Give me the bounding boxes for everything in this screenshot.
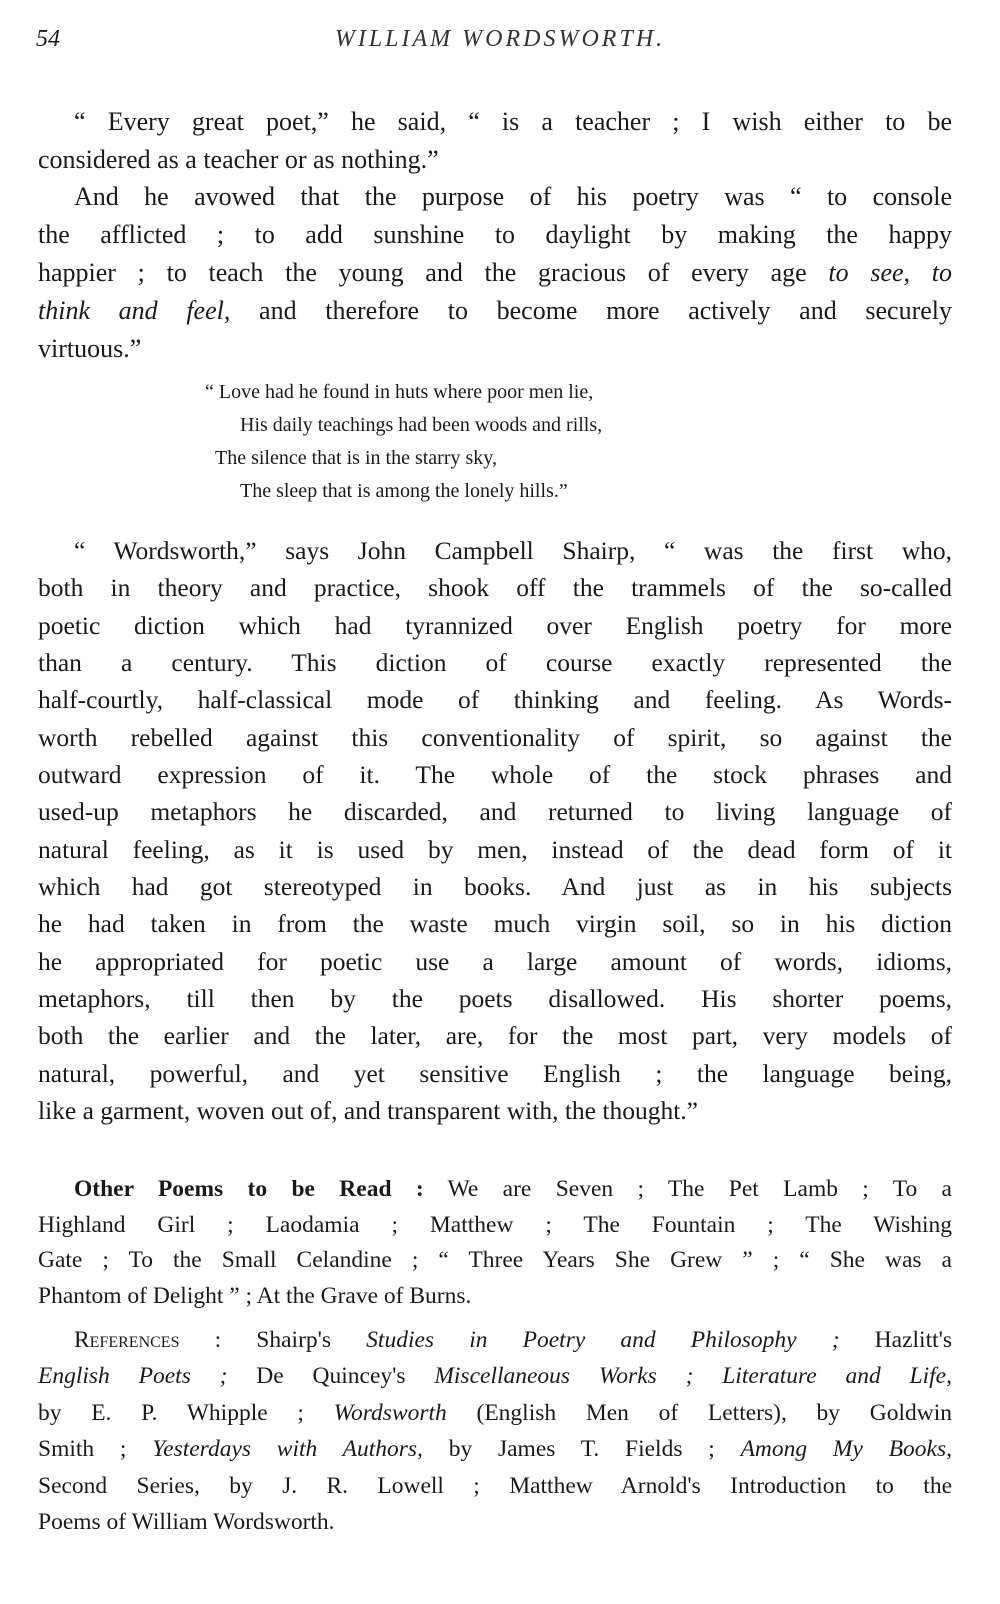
- text-line: [38, 1431, 952, 1467]
- text-line: [38, 980, 952, 1017]
- text-line: [38, 1468, 952, 1504]
- text-line: [38, 1358, 952, 1394]
- text-segment: “ Every great poet,” he said, “ is a teacher ; I wish either to be: [74, 107, 952, 136]
- text-line: [38, 569, 952, 606]
- text-line: [38, 719, 952, 756]
- text-line: [38, 868, 952, 905]
- text-line: [38, 1504, 952, 1540]
- text-line: [38, 681, 952, 718]
- paragraph-quote-teacher: [38, 103, 952, 179]
- italic-text: Wordsworth: [333, 1399, 447, 1426]
- text-segment: half-courtly, half-classical mode of thinking and feeling. As Words-: [38, 685, 952, 715]
- text-line: [38, 216, 952, 254]
- text-segment: The silence that is in the starry sky,: [215, 447, 497, 469]
- text-segment: than a century. This diction of course exactly represented the: [38, 647, 952, 677]
- text-line: [38, 905, 952, 942]
- text-segment: like a garment, woven out of, and transparent with, the thought.”: [38, 1095, 698, 1125]
- text-segment: natural feeling, as it is used by men, instead of the dead form of it: [38, 834, 952, 864]
- text-line: [38, 1243, 952, 1279]
- text-line: [38, 141, 952, 179]
- small-caps-heading: References :: [74, 1327, 222, 1353]
- text-segment: The sleep that is among the lonely hills.”: [240, 480, 568, 502]
- text-segment: both in theory and practice, shook off the trammels of the so-called: [38, 573, 952, 603]
- text-segment: “ Love had he found in huts where poor men lie,: [205, 381, 594, 403]
- italic-text: think and feel,: [38, 296, 231, 325]
- text-segment: Hazlitt's: [839, 1327, 953, 1353]
- italic-text: Yesterdays with Authors,: [152, 1436, 423, 1463]
- text-line: [38, 644, 952, 681]
- text-segment: Shairp's: [221, 1327, 367, 1353]
- text-line: [38, 756, 952, 793]
- text-segment: both the earlier and the later, are, for the most part, very models of: [38, 1021, 952, 1051]
- page-number: 54: [36, 26, 60, 52]
- text-segment: Highland Girl ; Laodamia ; Matthew ; The Fountain ; The Wishing: [38, 1211, 952, 1238]
- text-line: [240, 409, 1000, 442]
- text-segment: Gate ; To the Small Celandine ; “ Three Years She Grew ” ; “ She was a: [38, 1247, 952, 1274]
- text-segment: happier ; to teach the young and the gracious of every age: [38, 258, 829, 287]
- text-line: [38, 831, 952, 868]
- text-line: [38, 178, 952, 216]
- text-segment: by E. P. Whipple ;: [38, 1399, 334, 1426]
- text-line: [38, 103, 952, 141]
- text-segment: metaphors, till then by the poets disallowed. His shorter poems,: [38, 983, 952, 1013]
- text-segment: natural, powerful, and yet sensitive English ; the language being,: [38, 1058, 952, 1088]
- text-segment: Smith ;: [38, 1436, 153, 1463]
- text-segment: (English Men of Letters), by Goldwin: [446, 1399, 952, 1426]
- text-segment: the afflicted ; to add sunshine to daylight by making the happy: [38, 220, 952, 249]
- text-line: [38, 1055, 952, 1092]
- text-segment: he had taken in from the waste much virgin soil, so in his diction: [38, 909, 952, 939]
- text-line: [38, 1322, 952, 1358]
- text-segment: outward expression of it. The whole of the stock phrases and: [38, 759, 952, 789]
- italic-text: Studies in Poetry and Philosophy ;: [366, 1327, 840, 1353]
- text-segment: De Quincey's: [227, 1363, 435, 1390]
- other-poems-to-read: [38, 1172, 952, 1315]
- running-head: WILLIAM WORDSWORTH.: [334, 26, 666, 52]
- text-line: [38, 330, 952, 368]
- text-line: [38, 793, 952, 830]
- text-segment: And he avowed that the purpose of his poetry was “ to console: [74, 182, 952, 211]
- bold-heading: Other Poems to be Read :: [74, 1176, 424, 1202]
- paragraph-shairp-quote: [38, 532, 952, 1129]
- text-line: [38, 943, 952, 980]
- text-segment: he appropriated for poetic use a large amount of words, idioms,: [38, 946, 952, 976]
- text-segment: poetic diction which had tyrannized over English poetry for more: [38, 610, 952, 640]
- text-segment: virtuous.”: [38, 334, 142, 363]
- text-segment: “ Wordsworth,” says John Campbell Shairp, “ was the first who,: [74, 536, 952, 565]
- text-segment: We are Seven ; The Pet Lamb ; To a: [423, 1176, 952, 1202]
- text-line: [38, 607, 952, 644]
- text-line: [215, 442, 1000, 475]
- text-line: [38, 1017, 952, 1054]
- text-line: [38, 292, 952, 330]
- text-segment: used-up metaphors he discarded, and returned to living language of: [38, 797, 952, 827]
- text-segment: and therefore to become more actively and securely: [230, 296, 952, 325]
- text-segment: Phantom of Delight ” ; At the Grave of Burns.: [38, 1283, 472, 1310]
- text-segment: considered as a teacher or as nothing.”: [38, 145, 439, 174]
- italic-text: English Poets ;: [38, 1363, 228, 1390]
- text-line: [240, 475, 1000, 508]
- text-segment: Second Series, by J. R. Lowell ; Matthew Arnold's Introduction to the: [38, 1472, 952, 1499]
- poem-quotation: [0, 376, 1000, 508]
- text-line: [205, 376, 1000, 409]
- text-line: [38, 1395, 952, 1431]
- italic-text: Among My Books,: [740, 1436, 952, 1463]
- text-line: [38, 1172, 952, 1208]
- text-line: [38, 1279, 952, 1315]
- text-segment: Poems of William Wordsworth.: [38, 1509, 335, 1536]
- text-line: [38, 1092, 952, 1129]
- text-line: [38, 532, 952, 569]
- paragraph-purpose-of-poetry: [38, 178, 952, 368]
- text-segment: worth rebelled against this conventionality of spirit, so against the: [38, 722, 952, 752]
- references: [38, 1322, 952, 1540]
- italic-text: to see, to: [828, 258, 952, 287]
- text-segment: His daily teachings had been woods and rills,: [240, 414, 603, 436]
- text-line: [38, 1208, 952, 1244]
- italic-text: Miscellaneous Works ; Literature and Life,: [434, 1363, 952, 1390]
- text-line: [38, 254, 952, 292]
- text-segment: by James T. Fields ;: [422, 1436, 741, 1463]
- text-segment: which had got stereotyped in books. And just as in his subjects: [38, 871, 952, 901]
